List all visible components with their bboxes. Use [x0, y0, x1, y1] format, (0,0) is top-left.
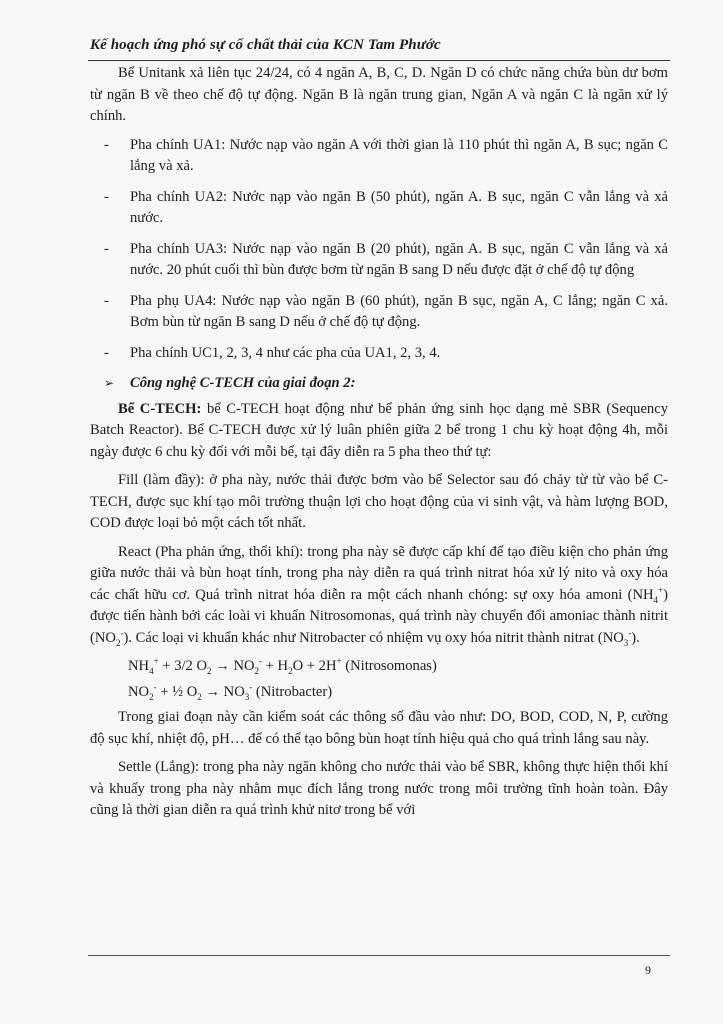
phase-item-ua1 [90, 135, 668, 178]
phase-item-uc [90, 343, 668, 365]
phase-item-ua2 [90, 187, 668, 230]
formula-part: NO [223, 683, 245, 700]
subscript: 2 [197, 691, 202, 702]
subscript: 2 [149, 691, 154, 702]
phase-item-ua3 [90, 239, 668, 282]
section-heading-text: Công nghệ C-TECH của giai đoạn 2: [130, 375, 356, 391]
subscript: 4 [149, 665, 154, 676]
dash-bullet-icon: - [104, 292, 109, 309]
superscript: - [249, 681, 253, 692]
superscript: - [628, 627, 632, 638]
reaction-arrow-icon: → [201, 683, 224, 700]
phase-item-ua4 [90, 291, 668, 334]
arrow-bullet-icon: ➢ [104, 376, 115, 390]
formula-part: NH [128, 658, 150, 674]
formula-part: NO [233, 658, 255, 674]
react-text: React (Pha phản ứng, thổi khí): trong pha này sẽ được cấp khí để tạo điều kiện cho phản ứng giữa nước thải và bùn hoạt tính, trong pha này diễn ra quá trình nitrat hóa xử lý nito và oxy hóa các chất hữu cơ. Quá trình nitrat hóa diễn ra một cách nhanh chóng: sự oxy hóa amoni (NH [90, 543, 668, 603]
page-number: 9 [645, 963, 651, 977]
subscript: 2 [115, 637, 121, 648]
subscript: 2 [254, 665, 260, 676]
dash-bullet-icon: - [104, 136, 109, 153]
footer-rule [88, 955, 670, 956]
superscript: + [658, 584, 664, 595]
subscript: 3 [244, 691, 250, 702]
subscript: 4 [653, 594, 659, 605]
superscript: + [336, 656, 342, 667]
formula-part: NO [128, 683, 150, 700]
section-heading [90, 373, 668, 395]
formula-part: + 3/2 O [158, 658, 208, 674]
phase-text: Pha chính UC1, 2, 3, 4 như các pha của UA1, 2, 3, 4. [130, 344, 441, 361]
superscript: - [120, 627, 124, 638]
react-text: ). [631, 629, 640, 646]
control-paragraph: Trong giai đoạn này cần kiểm soát các thông số đầu vào như: DO, BOD, COD, N, P, cường độ sục khí, nhiệt độ, pH… để có thể tạo bông bùn hoạt tính hiệu quả cho quá trình lắng sau này. [90, 709, 668, 747]
react-paragraph [90, 542, 668, 650]
react-text: ). Các loại vi khuẩn khác như Nitrobacter có nhiệm vụ oxy hóa nitrit thành nitrat (NO [123, 629, 624, 646]
running-header: Kế hoạch ứng phó sự cố chất thải của KCN Tam Phước [90, 37, 441, 53]
page-body [90, 63, 668, 829]
header-rule [88, 60, 670, 61]
phase-text: Pha phụ UA4: Nước nạp vào ngăn B (60 phút), ngăn B sục, ngăn A, C lắng; ngăn C xả. Bơm bùn từ ngăn B sang D nếu ở chế độ tự động. [130, 292, 668, 330]
react-text: ) được tiến hành bởi các loài vi khuẩn Nitrosomonas, quá trình này chuyển đổi amoniac thành nitrit (NO [90, 586, 668, 646]
formula-part: (Nitrosomonas) [341, 658, 437, 674]
ctech-label: Bể C-TECH: [118, 400, 202, 417]
phase-text: Pha chính UA2: Nước nạp vào ngăn B (50 phút), ngăn A. B sục, ngăn C vẫn lắng và xả nước. [130, 188, 668, 226]
formula-part: O + 2H [292, 658, 337, 674]
settle-paragraph: Settle (Lắng): trong pha này ngăn không cho nước thải vào bể SBR, không thực hiện thổi khí và khuấy trong pha này nhằm mục đích lắng trong nước trong môi trường tĩnh hoàn toàn. Đây cũng là thời gian diễn ra quá trình khử nitơ trong bể với [90, 759, 668, 818]
dash-bullet-icon: - [104, 344, 109, 361]
superscript: - [259, 656, 263, 667]
subscript: 2 [207, 665, 212, 676]
superscript: + [153, 656, 159, 667]
nitrosomonas-formula [128, 656, 668, 678]
dash-bullet-icon: - [104, 188, 109, 205]
formula-part: + H [262, 658, 289, 674]
nitrobacter-formula [128, 682, 668, 704]
dash-bullet-icon: - [104, 240, 109, 257]
reaction-arrow-icon: → [211, 658, 234, 674]
ctech-text: bể C-TECH hoạt động như bể phản ứng sinh học dạng mẻ SBR (Sequency Batch Reactor). Bể C-TECH được xử lý luân phiên giữa 2 bể trong 1 chu kỳ hoạt động 4h, mỗi ngày được 6 chu kỳ đối với mỗi bể, tại đây diễn ra 5 pha theo thứ tự: [90, 400, 668, 460]
formula-part: + ½ O [156, 683, 198, 700]
phase-text: Pha chính UA1: Nước nạp vào ngăn A với thời gian là 110 phút thì ngăn A, B sục; ngăn C lắng và xả. [130, 136, 668, 174]
subscript: 3 [623, 637, 629, 648]
formula-part: (Nitrobacter) [252, 683, 333, 700]
subscript: 2 [288, 665, 293, 676]
intro-paragraph: Bể Unitank xả liên tục 24/24, có 4 ngăn A, B, C, D. Ngăn D có chức năng chứa bùn dư bơm từ ngăn B về theo chế độ tự động. Ngăn B là ngăn trung gian, Ngăn A và ngăn C là ngăn xử lý chính. [90, 65, 668, 124]
fill-paragraph: Fill (làm đầy): ở pha này, nước thải được bơm vào bể Selector sau đó chảy từ từ vào bể C-TECH, được sục khí tạo môi trường thuận lợi cho hoạt động của vi sinh vật, và hàm lượng BOD, COD được loại bỏ một cách tốt nhất. [90, 472, 668, 531]
ctech-paragraph [90, 399, 668, 464]
superscript: - [153, 681, 157, 692]
phase-text: Pha chính UA3: Nước nạp vào ngăn B (20 phút), ngăn A. B sục, ngăn C vẫn lắng và xả nước. 20 phút cuối thì bùn được bơm từ ngăn B sang D nếu được đặt ở chế độ tự động [130, 240, 668, 278]
